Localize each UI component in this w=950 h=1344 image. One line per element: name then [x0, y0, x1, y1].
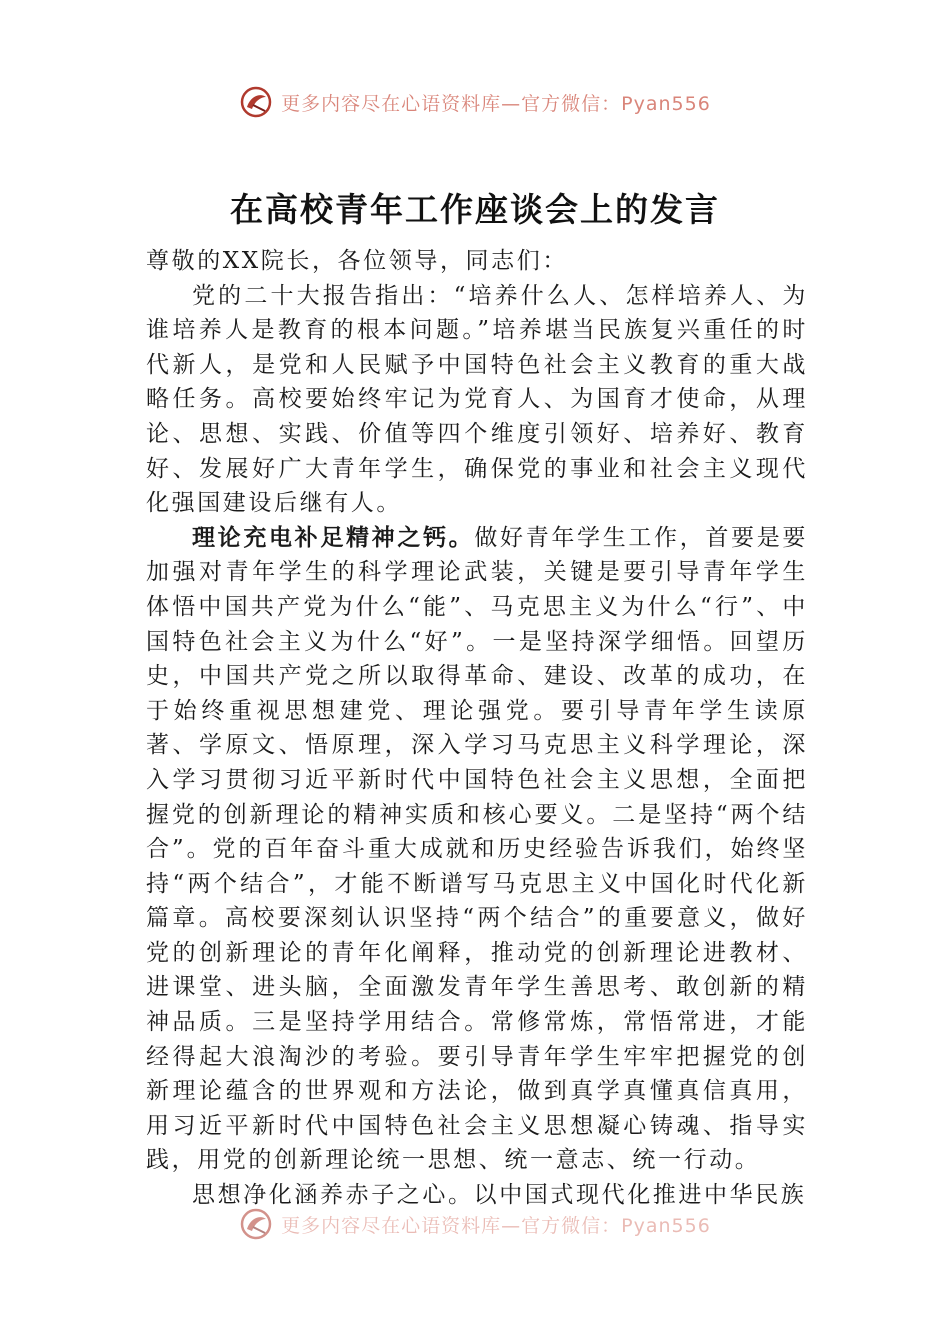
salutation: 尊敬的XX院长，各位领导，同志们： — [146, 248, 568, 274]
brand-logo-icon — [239, 85, 273, 119]
document-title: 在高校青年工作座谈会上的发言 — [230, 190, 720, 229]
paragraph-2-lead: 理论充电补足精神之钙。 — [192, 523, 475, 551]
paragraph-3: 思想净化涵养赤子之心。以中国式现代化推进中华民族 — [192, 1182, 807, 1209]
footer-watermark — [0, 1204, 950, 1244]
watermark-text: 更多内容尽在心语资料库—官方微信：Pyan556 — [281, 1214, 711, 1237]
paragraph-2-text: 做好青年学生工作，首要是要加强对青年学生的科学理论武装，关键是要引导青年学生体悟中国共产党为什么“能”、马克思主义为什么“行”、中国特色社会主义为什么“好”。一是坚持深学细悟。回望历史，中国共产党之所以取得革命、建设、改革的成功，在于始终重视思想建党、理论强党。要引导青年学生读原著、学原文、悟原理，深入学习马克思主义科学理论，深入学习贯彻习近平新时代中国特色社会主义思想，全面把握党的创新理论的精神实质和核心要义。二是坚持“两个结合”。党的百年奋斗重大成就和历史经验告诉我们，始终坚持“两个结合”，才能不断谱写马克思主义中国化时代化新篇章。高校要深刻认识坚持“两个结合”的重要意义，做好党的创新理论的青年化阐释，推动党的创新理论进教材、进课堂、进头脑，全面激发青年学生善思考、敢创新的精神品质。三是坚持学用结合。常修常炼，常悟常进，才能经得起大浪淘沙的考验。要引导青年学生牢牢把握党的创新理论蕴含的世界观和方法论，做到真学真懂真信真用，用习近平新时代中国特色社会主义思想凝心铸魂、指导实践，用党的创新理论统一思想、统一意志、统一行动。 — [146, 524, 808, 1174]
watermark-text: 更多内容尽在心语资料库—官方微信：Pyan556 — [281, 92, 711, 115]
paragraph-2 — [146, 521, 808, 1178]
brand-logo-icon — [239, 1207, 273, 1241]
header-watermark — [0, 82, 950, 122]
document-body — [146, 244, 808, 1213]
paragraph-1: 党的二十大报告指出：“培养什么人、怎样培养人、为谁培养人是教育的根本问题。”培养堪当民族复兴重任的时代新人，是党和人民赋予中国特色社会主义教育的重大战略任务。高校要始终牢记为党育人、为国育才使命，从理论、思想、实践、价值等四个维度引领好、培养好、教育好、发展好广大青年学生，确保党的事业和社会主义现代化强国建设后继有人。 — [146, 282, 808, 517]
